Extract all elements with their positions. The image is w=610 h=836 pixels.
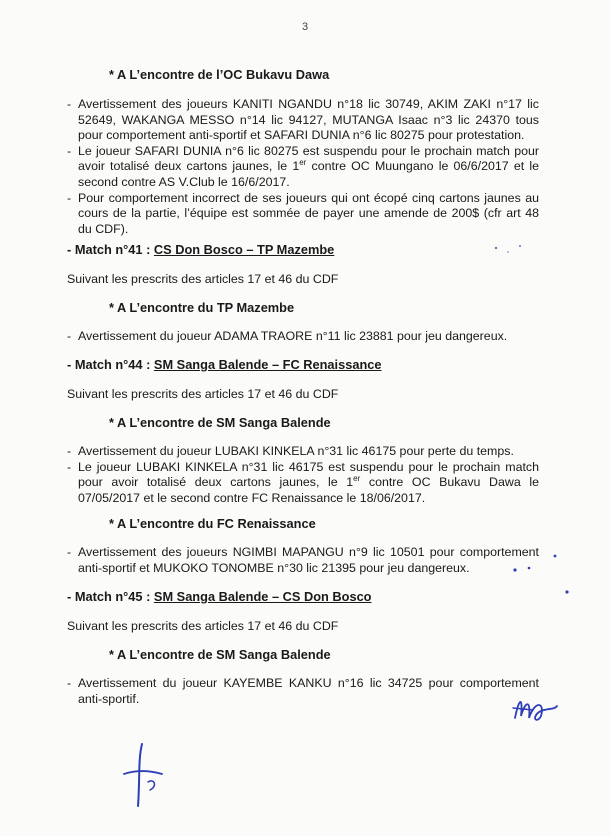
ink-speck-mark (490, 240, 530, 260)
sanction-item: - Le joueur SAFARI DUNIA n°6 lic 80275 est suspendu pour le prochain match pour avoir totalisé deux cartons jaunes, le 1er contre OC Muungano le 06/6/2017 et le second contre AS V.Club le 16/6/2017. (67, 144, 539, 191)
match-intro: Suivant les prescrits des articles 17 et 46 du CDF (67, 272, 339, 286)
sanction-item: - Le joueur LUBAKI KINKELA n°31 lic 46175 est suspendu pour le prochain match pour avoir totalisé deux cartons jaunes, le 1er contre OC Bukavu Dawa le 07/05/2017 et le second contre FC Renaissance le 18/06/2017. (67, 460, 539, 507)
sanctions-list-tp-mazembe (67, 329, 539, 345)
sanction-item: - Avertissement du joueur KAYEMBE KANKU n°16 lic 34725 pour comportement anti-sportif. (67, 676, 539, 707)
initials-signature-mark (505, 688, 565, 730)
section-heading-sanga-balende-2: * A L’encontre de SM Sanga Balende (109, 647, 331, 662)
section-heading-fc-renaissance: * A L’encontre du FC Renaissance (109, 516, 316, 531)
ink-speck-mark (505, 548, 575, 598)
match-heading-41: - Match n°41 : CS Don Bosco – TP Mazembe (67, 242, 335, 257)
sanction-item: - Avertissement des joueurs KANITI NGANDU n°18 lic 30749, AKIM ZAKI n°17 lic 52649, WAKANGA MESSO n°14 lic 94127, MUTANGA Isaac n°3 lic 24370 tous pour comportement anti-sportif et SAFARI DUNIA n°6 lic 80275 pour protestation. (67, 97, 539, 144)
sanctions-list-fc-renaissance (67, 545, 539, 576)
page-number: 3 (301, 21, 309, 33)
sanction-item: - Avertissement du joueur LUBAKI KINKELA n°31 lic 46175 pour perte du temps. (67, 444, 539, 460)
sanctions-list-sanga-balende-2 (67, 676, 539, 707)
handwritten-signature-mark (118, 740, 168, 810)
sanction-item: - Pour comportement incorrect de ses joueurs qui ont écopé cinq cartons jaunes au cours de la partie, l’équipe est sommée de payer une amende de 200$ (cfr art 48 du CDF). (67, 191, 539, 238)
match-intro: Suivant les prescrits des articles 17 et 46 du CDF (67, 619, 339, 633)
match-heading-44: - Match n°44 : SM Sanga Balende – FC Renaissance (67, 357, 382, 372)
section-heading-sanga-balende: * A L’encontre de SM Sanga Balende (109, 415, 331, 430)
sanction-item: - Avertissement du joueur ADAMA TRAORE n°11 lic 23881 pour jeu dangereux. (67, 329, 539, 345)
sanctions-list-bukavu-dawa (67, 97, 539, 237)
section-heading-tp-mazembe: * A L’encontre du TP Mazembe (109, 300, 295, 315)
sanction-item: - Avertissement des joueurs NGIMBI MAPANGU n°9 lic 10501 pour comportement anti-sportif et MUKOKO TONOMBE n°30 lic 21395 pour jeu dangereux. (67, 545, 539, 576)
match-intro: Suivant les prescrits des articles 17 et 46 du CDF (67, 387, 339, 401)
match-heading-45: - Match n°45 : SM Sanga Balende – CS Don Bosco (67, 589, 372, 604)
sanctions-list-sanga-balende (67, 444, 539, 506)
section-heading-bukavu-dawa: * A L’encontre de l’OC Bukavu Dawa (109, 67, 330, 82)
